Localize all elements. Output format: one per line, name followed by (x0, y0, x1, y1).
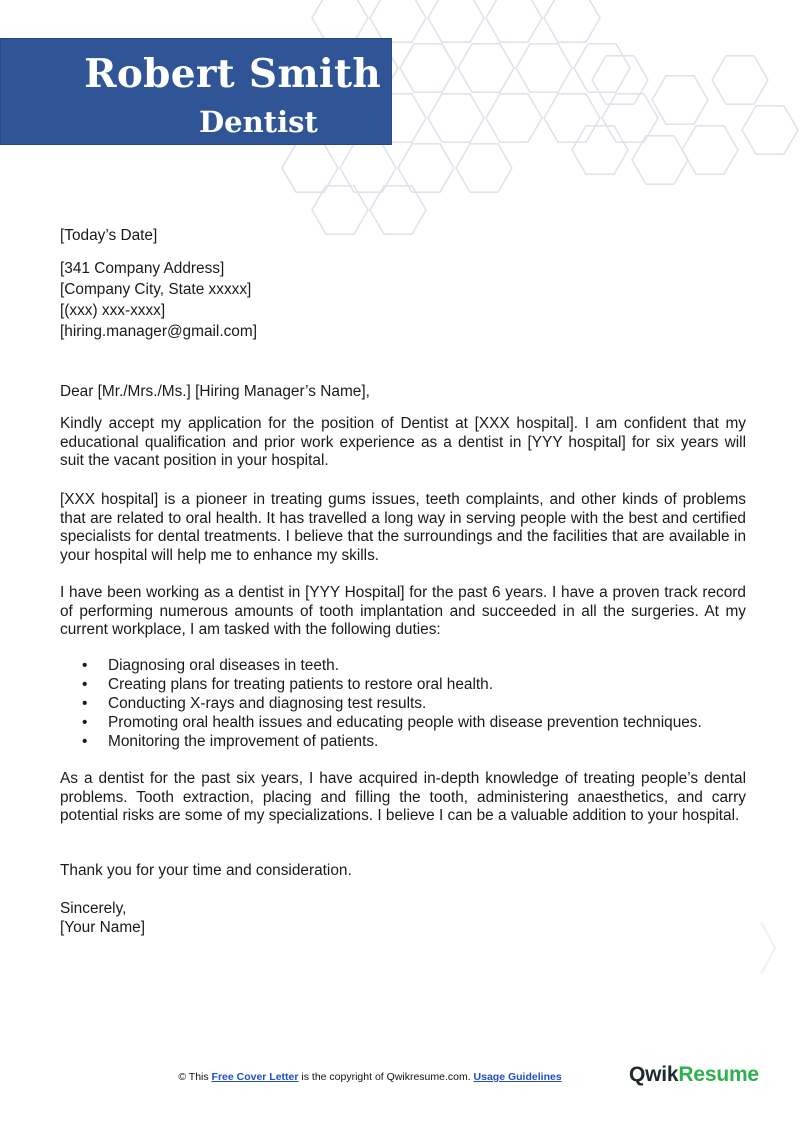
header-banner (0, 38, 392, 145)
body-paragraph-1: Kindly accept my application for the position of Dentist at [XXX hospital]. I am confident that my educational qualification and prior work experience as a dentist in [YYY hospital] for six years will suit the vacant position in your hospital. (60, 415, 746, 469)
applicant-title: Dentist (199, 105, 318, 139)
hexagon-shape (428, 94, 484, 142)
hexagon-shape (712, 56, 768, 104)
hexagon-shape (574, 44, 630, 92)
applicant-name: Robert Smith (84, 51, 381, 97)
qwikresume-logo (629, 1063, 759, 1087)
logo-resume: Resume (678, 1063, 759, 1086)
hexagon-shape (486, 94, 542, 142)
body-paragraph-2: [XXX hospital] is a pioneer in treating gums issues, teeth complaints, and other kinds of problems that are related to oral health. It has travelled a long way in serving people with the best and certified specialists for dental treatments. I believe that the surroundings and the facilities that are available in your hospital will help me to enhance my skills. (60, 491, 746, 564)
duty-item: • Creating plans for treating patients to restore oral health. (60, 675, 702, 694)
hexagon-shape (544, 0, 600, 42)
hexagon-shape (340, 144, 396, 192)
salutation: Dear [Mr./Mrs./Ms.] [Hiring Manager’s Name], (60, 383, 370, 400)
hexagon-shape (486, 0, 542, 42)
hexagon-shape (400, 44, 456, 92)
duties-list (60, 656, 702, 751)
hexagon-shape (370, 0, 426, 42)
logo-qwik: Qwik (629, 1063, 679, 1086)
hexagon-shape (312, 0, 368, 42)
address-line: [Company City, State xxxxx] (60, 281, 252, 298)
free-cover-letter-link[interactable]: Free Cover Letter (211, 1071, 299, 1083)
recipient-address-block (60, 258, 257, 342)
address-line: [341 Company Address] (60, 260, 225, 277)
duty-item: • Monitoring the improvement of patients. (60, 732, 702, 751)
hexagon-shape (370, 186, 426, 234)
body-paragraph-3: I have been working as a dentist in [YYY Hospital] for the past 6 years. I have a proven track record of performing numerous amounts of tooth implantation and succeeded in all the surgeries. At my current workplace, I am tasked with the following duties: (60, 584, 746, 638)
hexagon-shape (282, 144, 338, 192)
footer-prefix: © This (178, 1071, 212, 1083)
hexagon-shape (652, 76, 708, 124)
duty-item: • Promoting oral health issues and educating people with disease prevention techniques. (60, 713, 702, 732)
hexagon-shape (602, 94, 658, 142)
hexagon-shape (544, 94, 600, 142)
chevron-right-icon (757, 918, 779, 978)
hexagon-shape (632, 136, 688, 184)
signature-name: [Your Name] (60, 918, 145, 936)
hexagon-shape (742, 106, 798, 154)
thanks-line: Thank you for your time and consideration. (60, 862, 352, 879)
hexagon-shape (682, 126, 738, 174)
address-email: [hiring.manager@gmail.com] (60, 323, 257, 340)
usage-guidelines-link[interactable]: Usage Guidelines (473, 1071, 562, 1083)
hexagon-shape (592, 56, 648, 104)
duty-item: • Diagnosing oral diseases in teeth. (60, 656, 702, 675)
hexagon-shape (398, 144, 454, 192)
closing-block (60, 900, 145, 937)
closing-word: Sincerely, (60, 900, 127, 917)
letter-date: [Today’s Date] (60, 227, 158, 244)
duty-item: • Conducting X-rays and diagnosing test results. (60, 694, 702, 713)
hexagon-shape (572, 126, 628, 174)
hexagon-shape (516, 44, 572, 92)
footer-middle: is the copyright of Qwikresume.com. (298, 1071, 474, 1083)
hexagon-shape (458, 44, 514, 92)
hexagon-shape (428, 0, 484, 42)
body-paragraph-4: As a dentist for the past six years, I have acquired in-depth knowledge of treating people’s dental problems. Tooth extraction, placing and filling the tooth, administering anaesthetics, and carry potential risks are some of my specializations. I believe I can be a valuable addition to your hospital. (60, 770, 746, 824)
hexagon-shape (312, 186, 368, 234)
address-phone: [(xxx) xxx-xxxx] (60, 302, 166, 319)
hexagon-shape (456, 144, 512, 192)
